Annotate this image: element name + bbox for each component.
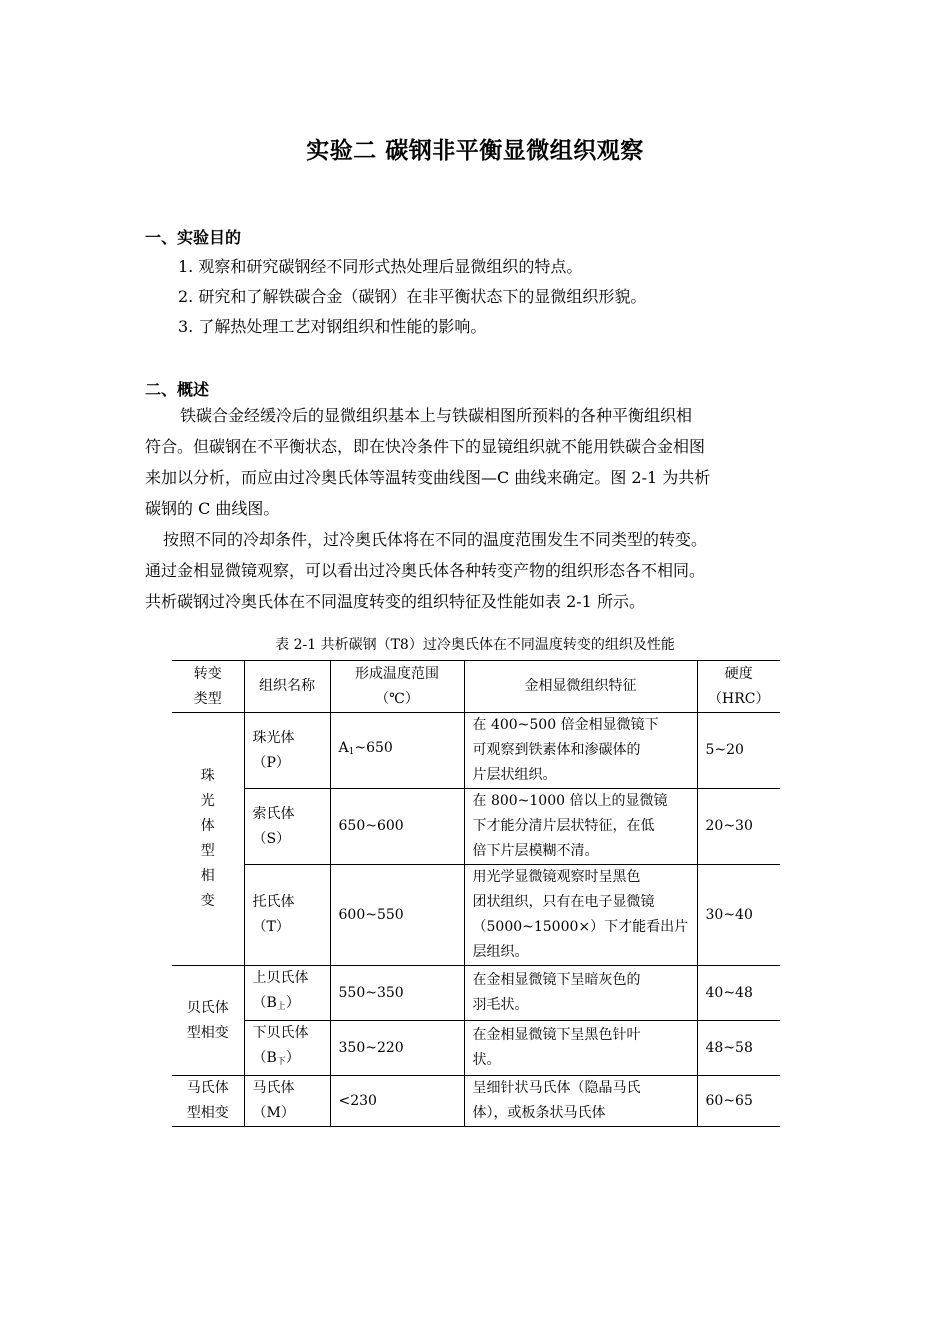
feature-line: 用光学显微镜观察时呈黑色 (472, 869, 641, 885)
name-text: （M） (252, 1105, 295, 1121)
temp-range: 350~220 (330, 1021, 464, 1076)
name-part: （B (252, 1050, 277, 1066)
feature-cell (464, 1021, 697, 1076)
temp-subscript: 1 (348, 747, 355, 757)
name-text: 托氏体 (252, 894, 295, 910)
table-header-row (172, 661, 780, 713)
table-row (172, 789, 780, 865)
group-martensite (172, 1076, 244, 1127)
group-char: 光 (200, 793, 215, 809)
structure-name (244, 789, 330, 865)
page-title: 实验二 碳钢非平衡显微组织观察 (306, 138, 644, 164)
table-row (172, 966, 780, 1021)
name-text: （P） (252, 754, 290, 771)
section-heading-objectives: 一、实验目的 (145, 228, 242, 247)
header-text: 转变 (193, 665, 222, 682)
header-name: 组织名称 (244, 661, 330, 713)
table-row (172, 713, 780, 789)
header-hardness (697, 661, 780, 713)
name-subscript: 下 (276, 1057, 286, 1067)
name-text (253, 991, 322, 1020)
table-row (172, 1076, 780, 1127)
name-text: 马氏体 (252, 1080, 295, 1096)
temp-text: ~650 (354, 740, 393, 756)
feature-line: 状。 (472, 1052, 501, 1068)
feature-cell (464, 789, 697, 865)
temp-text: A (338, 740, 349, 756)
temp-range: 650~600 (330, 789, 464, 865)
feature-line: 羽毛状。 (472, 997, 529, 1013)
group-char: 变 (200, 893, 215, 909)
header-feature: 金相显微组织特征 (464, 661, 697, 713)
name-text (253, 1046, 322, 1075)
name-part: ） (285, 1050, 300, 1066)
feature-line: 片层状组织。 (472, 767, 557, 783)
structure-name (244, 865, 330, 966)
name-text: （T） (252, 919, 290, 935)
paragraph-line: 通过金相显微镜观察，可以看出过冷奥氏体各种转变产物的组织形态各不相同。 (145, 561, 706, 580)
header-text: 硬度 (724, 665, 753, 682)
feature-line: 倍下片层模糊不清。 (472, 843, 599, 859)
hardness-cell: 30~40 (697, 865, 780, 966)
table-row (172, 1021, 780, 1076)
transformation-table (172, 660, 780, 1127)
overview-paragraph-1 (145, 400, 807, 524)
feature-line: （5000~15000×）下才能看出片 (472, 919, 689, 935)
feature-line: 在 800~1000 倍以上的显微镜 (472, 793, 668, 809)
paragraph-line: 铁碳合金经缓冷后的显微组织基本上与铁碳相图所预料的各种平衡组织相 (180, 406, 693, 425)
name-subscript: 上 (276, 1002, 286, 1012)
group-text: 贝氏体 (186, 999, 229, 1016)
group-pearlite (172, 713, 244, 966)
objective-item: 2. 研究和了解铁碳合金（碳钢）在非平衡状态下的显微组织形貌。 (178, 287, 647, 306)
hardness-cell: 60~65 (697, 1076, 780, 1127)
group-text: 马氏体 (186, 1080, 229, 1096)
name-part: （B (252, 995, 277, 1011)
objective-item: 1. 观察和研究碳钢经不同形式热处理后显微组织的特点。 (178, 257, 583, 276)
feature-line: 团状组织，只有在电子显微镜 (472, 894, 655, 910)
name-text: （S） (252, 830, 291, 847)
group-char: 型 (200, 843, 215, 859)
feature-line: 在 400~500 倍金相显微镜下 (472, 717, 659, 733)
temp-range: 600~550 (330, 865, 464, 966)
table-caption: 表 2-1 共析碳钢（T8）过冷奥氏体在不同温度转变的组织及性能 (275, 637, 675, 653)
section-heading-overview: 二、概述 (145, 380, 210, 399)
group-char: 珠 (200, 768, 215, 784)
feature-cell (464, 865, 697, 966)
feature-line: 下才能分清片层状特征，在低 (472, 818, 655, 834)
group-bainite (172, 966, 244, 1076)
objective-item: 3. 了解热处理工艺对钢组织和性能的影响。 (178, 317, 487, 336)
feature-cell (464, 713, 697, 789)
hardness-cell: 20~30 (697, 789, 780, 865)
paragraph-line: 共析碳钢过冷奥氏体在不同温度转变的组织特征及性能如表 2-1 所示。 (145, 592, 645, 611)
name-text: 上贝氏体 (252, 970, 309, 986)
feature-line: 可观察到铁素体和渗碳体的 (472, 742, 641, 758)
structure-name (244, 966, 330, 1021)
feature-line: 呈细针状马氏体（隐晶马氏 (472, 1080, 641, 1096)
header-temp (330, 661, 464, 713)
structure-name (244, 1021, 330, 1076)
paragraph-line: 按照不同的冷却条件，过冷奥氏体将在不同的温度范围发生不同类型的转变。 (163, 530, 708, 549)
feature-cell (464, 966, 697, 1021)
name-text: 珠光体 (252, 729, 295, 746)
header-text: 类型 (193, 690, 222, 707)
table-row (172, 865, 780, 966)
header-text: 形成温度范围 (355, 665, 439, 682)
group-char: 相 (200, 868, 215, 884)
header-text: （℃） (375, 690, 419, 707)
feature-line: 体），或板条状马氏体 (472, 1105, 606, 1121)
header-type (172, 661, 244, 713)
structure-name (244, 1076, 330, 1127)
name-text: 索氏体 (252, 805, 295, 822)
temp-range (330, 713, 464, 789)
name-text: 下贝氏体 (252, 1025, 309, 1041)
structure-name (244, 713, 330, 789)
paragraph-line: 来加以分析，而应由过冷奥氏体等温转变曲线图—C 曲线来确定。图 2-1 为共析 (145, 468, 711, 487)
temp-range: <230 (330, 1076, 464, 1127)
feature-line: 在金相显微镜下呈黑色针叶 (472, 1027, 641, 1043)
group-text: 型相变 (186, 1105, 229, 1121)
group-text: 型相变 (186, 1024, 229, 1041)
feature-line: 在金相显微镜下呈暗灰色的 (472, 972, 641, 988)
hardness-cell: 5~20 (697, 713, 780, 789)
name-part: ） (285, 995, 300, 1011)
paragraph-line: 碳钢的 C 曲线图。 (145, 499, 280, 518)
feature-cell (464, 1076, 697, 1127)
temp-range: 550~350 (330, 966, 464, 1021)
hardness-cell: 40~48 (697, 966, 780, 1021)
hardness-cell: 48~58 (697, 1021, 780, 1076)
paragraph-line: 符合。但碳钢在不平衡状态，即在快冷条件下的显镜组织就不能用铁碳合金相图 (145, 437, 706, 456)
group-char: 体 (200, 818, 215, 834)
header-text: （HRC） (708, 690, 770, 707)
overview-paragraph-2 (145, 524, 807, 617)
feature-line: 层组织。 (472, 944, 529, 960)
